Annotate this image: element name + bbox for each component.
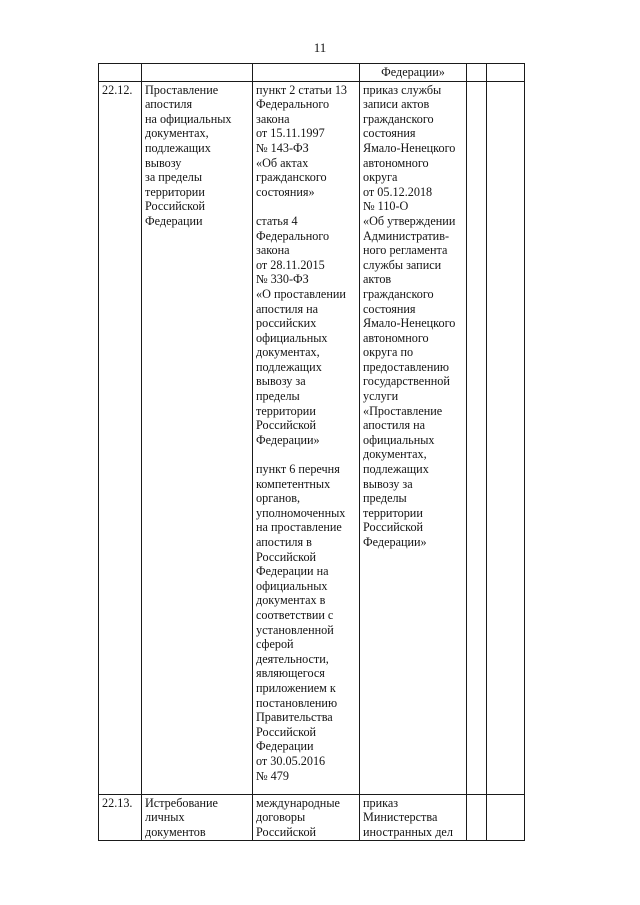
cell-text-line: состояния — [363, 301, 416, 316]
cell-text-line: подлежащих — [145, 140, 211, 155]
table-row-continuation — [99, 64, 525, 82]
cell-text-line: официальных — [256, 330, 328, 345]
cell-text-line: международные — [256, 795, 340, 810]
cell-text-line: пределы — [363, 491, 407, 506]
cell-text-line: постановлению — [256, 695, 338, 710]
cell-text-line: Российской — [145, 199, 206, 214]
cell-text-line: государственной — [363, 374, 450, 389]
regulation — [360, 81, 467, 794]
cell-text-line: Федерального — [256, 97, 330, 112]
service-name — [142, 794, 253, 841]
cell-text-line: «Проставление — [363, 403, 443, 418]
cell-text-line: от 15.11.1997 — [256, 126, 325, 141]
cell-text-line: подлежащих — [363, 462, 429, 477]
cell-text-line: являющегося — [256, 666, 325, 681]
cell-text-line: услуги — [363, 389, 399, 404]
table-row — [99, 81, 525, 794]
cell-extra-2 — [487, 81, 525, 794]
cell-text-line: Российской — [363, 520, 424, 535]
cell-text-line: от 30.05.2016 — [256, 753, 326, 768]
cell-text-line: на проставление — [256, 520, 342, 535]
cell-text-line: актов — [363, 272, 392, 287]
cell-text-line: Российской — [256, 824, 317, 839]
cell-text-line: Ямало-Ненецкого — [363, 140, 456, 155]
cell-text-line: Федерации — [256, 739, 314, 754]
cell-text-line: состояния» — [256, 184, 315, 199]
row-number — [99, 794, 142, 841]
cell-text-line: Истребование — [145, 795, 218, 810]
cell-text-line: деятельности, — [256, 651, 329, 666]
cell-text-line: территории — [363, 505, 423, 520]
legal-basis — [253, 81, 360, 794]
cell-text-line: округа по — [363, 345, 414, 360]
cell-text-line: Федерации» — [256, 432, 320, 447]
cell-text-line: сферой — [256, 637, 294, 652]
cell-extra-1 — [467, 794, 487, 841]
services-table — [98, 63, 525, 841]
cell-text-line: органов, — [256, 491, 301, 506]
cell-text-line: территории — [145, 184, 205, 199]
cell-text-line: пределы — [256, 389, 300, 404]
cell-text-line: апостиля — [145, 97, 193, 112]
cell-extra-2 — [487, 794, 525, 841]
cell-legal-basis — [253, 64, 360, 82]
legal-basis — [253, 794, 360, 841]
cell-text-line: Министерства — [363, 810, 438, 825]
cell-text-line: документов — [145, 824, 206, 839]
cell-text-line: за пределы — [145, 170, 203, 185]
page-number: 11 — [313, 40, 327, 55]
cell-text-line: «О проставлении — [256, 286, 346, 301]
cell-text-line: документах, — [145, 126, 209, 141]
regulation — [360, 794, 467, 841]
cell-text-line: состояния — [363, 126, 416, 141]
cell-text-line: «Об актах — [256, 155, 309, 170]
cell-text-line: Проставление — [145, 82, 219, 97]
cell-text-line: приложением к — [256, 680, 336, 695]
cell-text-line: соответствии с — [256, 607, 334, 622]
cell-text-line: гражданского — [363, 286, 434, 301]
cell-text-line: гражданского — [363, 111, 434, 126]
cell-text-line: Федерального — [256, 228, 330, 243]
cell-text-line: гражданского — [256, 170, 327, 185]
cell-text-line: от 28.11.2015 — [256, 257, 325, 272]
cell-text-line: автономного — [363, 330, 429, 345]
row-number-text: 22.13. — [102, 795, 133, 810]
cell-text-line: установленной — [256, 622, 334, 637]
cell-text-line: Федерации на — [256, 564, 329, 579]
cell-text-line: ного регламента — [363, 243, 448, 258]
cell-text-line: вывозу за — [363, 476, 413, 491]
row-number-text: 22.12. — [102, 82, 133, 97]
cell-text-line: статья 4 — [256, 213, 298, 228]
cell-text-line: службы записи — [363, 257, 442, 272]
cell-text-line: территории — [256, 403, 316, 418]
cell-text-line: пункт 6 перечня — [256, 462, 340, 477]
cell-text-line: иностранных дел — [363, 824, 453, 839]
cell-text-line: Федерации» — [363, 535, 427, 549]
cell-text-line: Федерации» — [381, 65, 445, 79]
cell-text-line: «Об утверждении — [363, 213, 456, 228]
cell-text-line: записи актов — [363, 97, 430, 112]
cell-service — [142, 64, 253, 82]
cell-regulation — [360, 64, 467, 82]
cell-text-line: от 05.12.2018 — [363, 184, 433, 199]
cell-text-line: подлежащих — [256, 359, 322, 374]
cell-text-line: уполномоченных — [256, 505, 346, 520]
cell-text-line: официальных — [256, 578, 328, 593]
cell-text-line: договоры — [256, 810, 306, 825]
cell-text-line: приказ — [363, 795, 399, 810]
cell-text-line: апостиля на — [363, 418, 426, 433]
cell-text-line: официальных — [363, 432, 435, 447]
cell-text-line: вывозу — [145, 155, 182, 170]
cell-extra-2 — [487, 64, 525, 82]
cell-text-line: Российской — [256, 549, 317, 564]
cell-text-line: российских — [256, 316, 317, 331]
table-row — [99, 794, 525, 841]
cell-text-line: пункт 2 статьи 13 — [256, 82, 348, 97]
cell-text-line: закона — [256, 111, 290, 126]
cell-text-line: документах в — [256, 593, 326, 608]
cell-text-line: автономного — [363, 155, 429, 170]
cell-text-line: апостиля на — [256, 301, 319, 316]
cell-extra-1 — [467, 64, 487, 82]
cell-text-line: документах, — [363, 447, 427, 462]
cell-text-line: Российской — [256, 724, 317, 739]
cell-text-line: Российской — [256, 418, 317, 433]
cell-extra-1 — [467, 81, 487, 794]
cell-text-line: закона — [256, 243, 290, 258]
cell-text-line: № 479 — [256, 768, 289, 783]
cell-text-line: приказ службы — [363, 82, 442, 97]
paragraph-gap — [256, 199, 356, 214]
cell-text-line: Административ- — [363, 228, 450, 243]
cell-text-line: документах, — [256, 345, 320, 360]
cell-text-line: предоставлению — [363, 359, 449, 374]
cell-text-line: Правительства — [256, 710, 333, 725]
cell-text-line: компетентных — [256, 476, 331, 491]
paragraph-gap — [256, 447, 356, 462]
cell-text-line: № 110-О — [363, 199, 409, 214]
cell-text-line: личных — [145, 810, 185, 825]
cell-text-line: на официальных — [145, 111, 232, 126]
cell-text-line: № 143-ФЗ — [256, 140, 309, 155]
row-number — [99, 81, 142, 794]
cell-text-line: вывозу за — [256, 374, 306, 389]
cell-text-line: Ямало-Ненецкого — [363, 316, 456, 331]
cell-text-line: № 330-ФЗ — [256, 272, 309, 287]
cell-text-line: округа — [363, 170, 398, 185]
cell-number — [99, 64, 142, 82]
cell-text-line: апостиля в — [256, 535, 312, 549]
service-name — [142, 81, 253, 794]
cell-text-line: Федерации — [145, 213, 203, 228]
